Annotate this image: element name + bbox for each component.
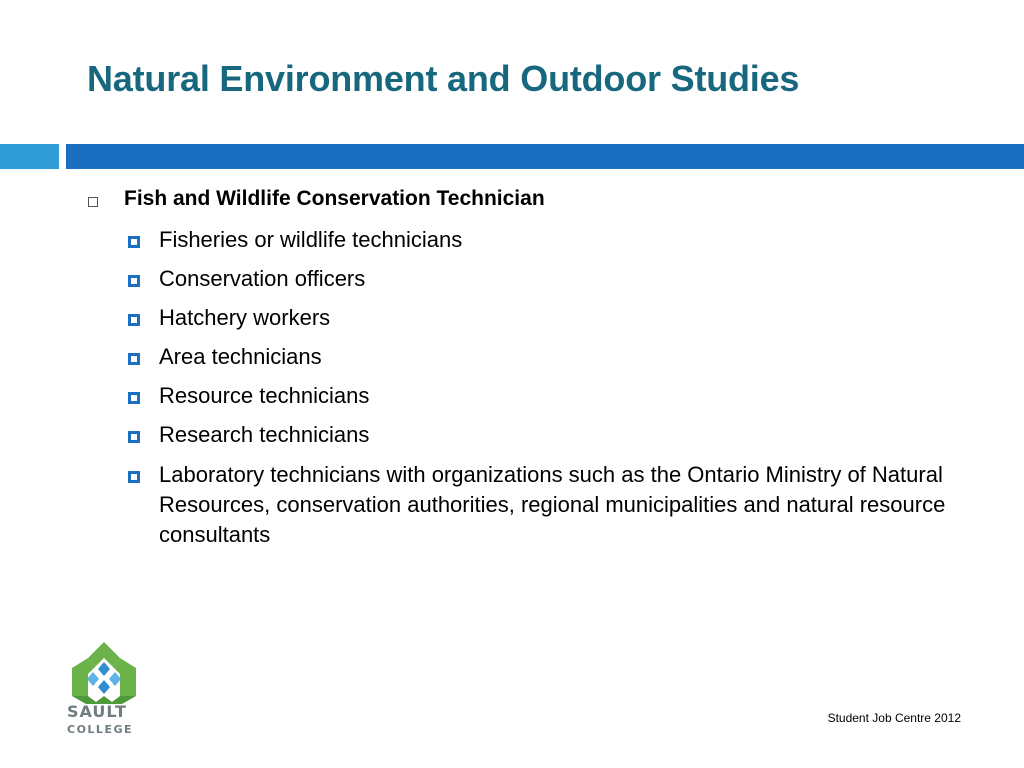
blue-square-bullet-icon xyxy=(128,353,140,365)
list-item: Conservation officers xyxy=(159,266,366,291)
list-item: Fisheries or wildlife technicians xyxy=(159,227,463,252)
footer-text: Student Job Centre 2012 xyxy=(827,711,961,725)
hollow-square-icon xyxy=(88,197,98,207)
blue-square-bullet-icon xyxy=(128,236,140,248)
blue-square-bullet-icon xyxy=(128,431,140,443)
list-item: Resource technicians xyxy=(159,383,370,408)
slide-title: Natural Environment and Outdoor Studies xyxy=(87,58,800,99)
blue-square-bullet-icon xyxy=(128,392,140,404)
header-accent-bar-left xyxy=(0,144,59,169)
list-item: Laboratory technicians with organizations such as the Ontario Ministry of Natural Resources, conservation authorities, regional municipalities and natural resource consultants xyxy=(159,462,946,547)
header-accent-bar-right xyxy=(66,144,1024,169)
blue-square-bullet-icon xyxy=(128,275,140,287)
blue-square-bullet-icon xyxy=(128,471,140,483)
list-item: Hatchery workers xyxy=(159,305,331,330)
logo-text-line2: COLLEGE xyxy=(67,723,133,736)
content-heading: Fish and Wildlife Conservation Technician xyxy=(124,187,545,210)
blue-square-bullet-icon xyxy=(128,314,140,326)
list-item: Research technicians xyxy=(159,422,370,447)
list-item: Area technicians xyxy=(159,344,322,369)
logo-text-line1: SAULT xyxy=(67,702,127,721)
